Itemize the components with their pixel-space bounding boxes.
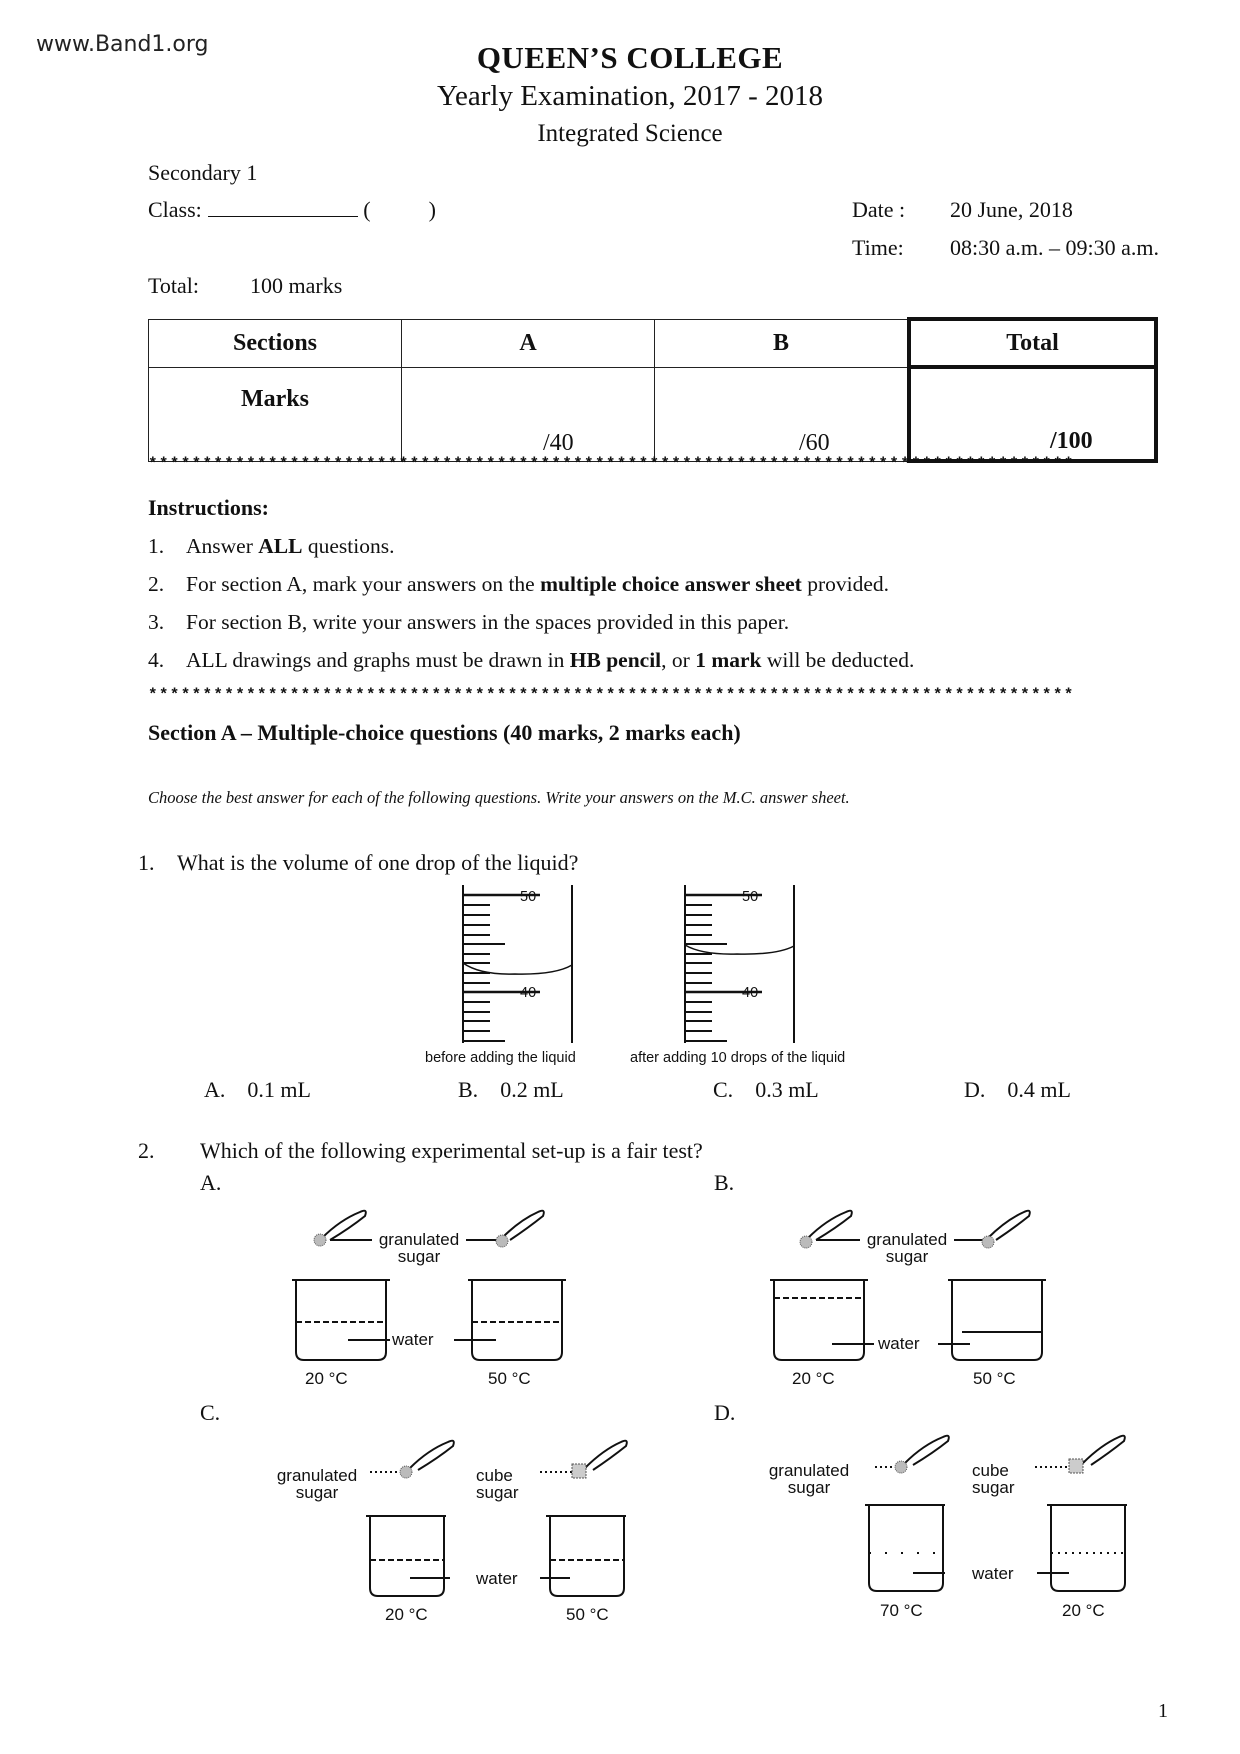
q2a-right-temp: 50 °C [488,1369,531,1388]
q2c-left-sugar-label [272,1467,362,1501]
label-line: granulated [866,1230,948,1249]
q2-option-b-letter[interactable]: B. [714,1170,735,1195]
q2c-left-temp: 20 °C [385,1605,428,1624]
instruction-text: provided. [801,572,890,596]
school-name: QUEEN’S COLLEGE [476,40,784,75]
q2-option-d-letter[interactable]: D. [714,1400,736,1425]
label-line: sugar [972,1478,1015,1497]
watermark-url: www.Band1.org [36,32,209,57]
q2-option-c-letter[interactable]: C. [200,1400,221,1425]
class-field [148,197,436,223]
label-line: sugar [295,1483,339,1502]
instruction-4 [148,648,914,673]
q2b-sugar-label [862,1231,952,1265]
q2c-right-temp: 50 °C [566,1605,609,1624]
option-text: 0.3 mL [755,1077,819,1102]
instruction-number: 3. [148,610,165,634]
cylinder-after-caption: after adding 10 drops of the liquid [630,1050,846,1066]
label-line: sugar [787,1478,831,1497]
total-value: 100 marks [250,273,343,298]
instruction-number: 2. [148,572,165,596]
option-letter: D. [964,1077,986,1102]
section-a-title: Section A – Multiple-choice questions (40 marks, 2 marks each) [148,720,741,745]
instruction-bold: multiple choice answer sheet [540,572,802,596]
q2c-water-label: water [476,1569,518,1588]
option-letter: B. [458,1077,479,1102]
marks-table [148,317,1158,463]
question-1-text: What is the volume of one drop of the liquid? [177,850,579,875]
question-2-text: Which of the following experimental set-up is a fair test? [200,1138,703,1163]
instruction-number: 1. [148,534,165,558]
instruction-text: ALL drawings and graphs must be drawn in [186,648,570,672]
marks-b-max: /60 [799,429,830,456]
label-line: sugar [476,1483,519,1502]
instruction-3 [148,610,789,635]
time-value: 08:30 a.m. – 09:30 a.m. [950,235,1159,260]
label-line: granulated [768,1461,850,1480]
separator-top: ************************************************************************************* [148,455,1075,473]
q2d-right-sugar-label [972,1462,1015,1496]
cylinder-before-label-40: 40 [520,985,537,1001]
instruction-text: Answer [186,534,259,558]
q1-option-c[interactable] [713,1077,819,1103]
class-paren-open: ( [363,197,371,222]
instruction-2 [148,572,889,597]
instruction-text: will be deducted. [761,648,915,672]
instruction-bold: ALL [258,534,303,558]
header-section-b: B [655,319,910,367]
instruction-text: questions. [302,534,395,558]
date-value: 20 June, 2018 [950,197,1073,222]
cylinder-after-label-50: 50 [742,889,759,905]
subject-title: Integrated Science [537,120,723,147]
cylinder-before-caption: before adding the liquid [425,1050,576,1066]
level-label: Secondary 1 [148,160,258,185]
instructions-title: Instructions: [148,495,270,520]
question-2-number: 2. [138,1138,155,1163]
q2b-water-label: water [878,1334,920,1353]
option-text: 0.2 mL [500,1077,564,1102]
total-label: Total: [148,273,200,298]
time-label: Time: [852,235,904,260]
exam-title: Yearly Examination, 2017 - 2018 [436,80,824,112]
instruction-text: For section A, mark your answers on the [186,572,541,596]
option-text: 0.1 mL [247,1077,311,1102]
label-line: cube [476,1466,513,1485]
section-a-directions: Choose the best answer for each of the following questions. Write your answers on the M.C. answer sheet. [148,788,850,807]
q2a-left-temp: 20 °C [305,1369,348,1388]
q1-option-d[interactable] [964,1077,1071,1103]
q2a-water-label: water [392,1330,434,1349]
q2d-right-temp: 20 °C [1062,1601,1105,1620]
header-section-a: A [402,319,655,367]
q2d-water-label: water [972,1564,1014,1583]
header-total: Total [909,319,1156,367]
instruction-1 [148,534,394,559]
label-line: granulated [276,1466,358,1485]
marks-total-max: /100 [1050,428,1093,454]
q1-option-b[interactable] [458,1077,564,1103]
cylinder-before-label-50: 50 [520,889,537,905]
label-line: granulated [378,1230,460,1249]
q2b-right-temp: 50 °C [973,1369,1016,1388]
header-sections: Sections [149,319,402,367]
marks-a-max: /40 [543,429,574,456]
q2-option-b-diagram-icon [770,1200,1070,1370]
option-letter: A. [204,1077,226,1102]
q2b-left-temp: 20 °C [792,1369,835,1388]
class-blank[interactable] [208,198,358,217]
date-label: Date : [852,197,906,222]
instruction-text: For section B, write your answers in the spaces provided in this paper. [186,610,790,634]
q2c-right-sugar-label [476,1467,519,1501]
cylinder-after-label-40: 40 [742,985,759,1001]
instruction-bold: HB pencil [569,648,662,672]
measuring-cylinder-after-icon [677,885,807,1075]
measuring-cylinder-before-icon [455,885,585,1075]
class-paren-close: ) [428,197,436,222]
instruction-bold: 1 mark [695,648,762,672]
marks-cell-total[interactable] [909,367,1156,461]
q1-option-a[interactable] [204,1077,311,1103]
option-letter: C. [713,1077,734,1102]
q2d-left-temp: 70 °C [880,1601,923,1620]
instruction-text: , or [661,648,696,672]
label-line: sugar [397,1247,441,1266]
label-line: sugar [885,1247,929,1266]
marks-cell-b[interactable] [655,367,910,461]
marks-row-label: Marks [149,367,402,461]
separator-bottom: ************************************************************************************* [148,686,1075,704]
marks-cell-a[interactable] [402,367,655,461]
label-line: cube [972,1461,1009,1480]
instruction-number: 4. [148,648,165,672]
q2a-sugar-label [374,1231,464,1265]
q2-option-a-letter[interactable]: A. [200,1170,222,1195]
question-1-number: 1. [138,850,155,875]
class-label: Class: [148,197,202,222]
q2d-left-sugar-label [764,1462,854,1496]
page-number: 1 [1158,1700,1168,1722]
option-text: 0.4 mL [1007,1077,1071,1102]
